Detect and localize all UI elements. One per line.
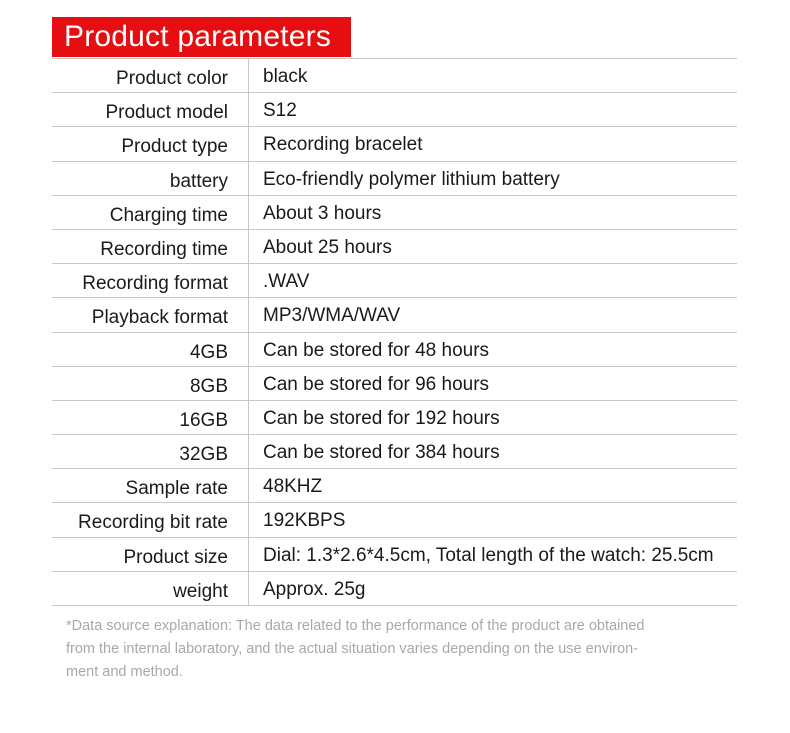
- footnote-line: ment and method.: [66, 664, 183, 680]
- page-title: Product parameters: [52, 17, 351, 57]
- row-label: Recording bit rate: [52, 503, 249, 536]
- table-row: [52, 162, 737, 196]
- row-value: Can be stored for 192 hours: [263, 407, 500, 429]
- row-label: Recording time: [52, 230, 249, 263]
- row-label: Product size: [52, 538, 249, 571]
- row-label: Recording format: [52, 264, 249, 297]
- table-row: [52, 367, 737, 401]
- table-row: [52, 298, 737, 332]
- table-row: [52, 503, 737, 537]
- row-label: Sample rate: [52, 469, 249, 502]
- table-row: [52, 230, 737, 264]
- row-value: Can be stored for 96 hours: [263, 373, 490, 395]
- row-label: Playback format: [52, 298, 249, 331]
- row-value: Recording bracelet: [263, 134, 423, 156]
- row-value: black: [263, 66, 308, 87]
- row-label: 32GB: [52, 435, 249, 468]
- row-label: Product model: [52, 93, 249, 126]
- row-label: Product type: [52, 127, 249, 160]
- row-value: About 25 hours: [263, 236, 392, 258]
- row-value: Eco-friendly polymer lithium battery: [263, 168, 560, 190]
- row-value: Can be stored for 384 hours: [263, 442, 500, 464]
- table-row: [52, 469, 737, 503]
- table-row: [52, 264, 737, 298]
- row-label: weight: [52, 572, 249, 605]
- row-value: MP3/WMA/WAV: [263, 305, 401, 327]
- table-row: [52, 435, 737, 469]
- table-row: [52, 59, 737, 93]
- table-row: [52, 127, 737, 161]
- row-value: S12: [263, 100, 297, 122]
- row-label: Product color: [52, 59, 249, 92]
- row-value: 48KHZ: [263, 476, 323, 498]
- table-row: [52, 93, 737, 127]
- footnote-line: *Data source explanation: The data related to the performance of the product are obtained: [66, 618, 645, 634]
- data-source-footnote: [66, 615, 736, 684]
- row-value: Approx. 25g: [263, 578, 366, 600]
- row-value: 192KBPS: [263, 510, 346, 532]
- table-row: [52, 401, 737, 435]
- table-row: [52, 572, 737, 606]
- row-value: .WAV: [263, 271, 310, 293]
- row-label: 16GB: [52, 401, 249, 434]
- row-label: 4GB: [52, 333, 249, 366]
- row-value: Can be stored for 48 hours: [263, 339, 490, 361]
- footnote-line: from the internal laboratory, and the actual situation varies depending on the use environ-: [66, 641, 639, 657]
- row-label: Charging time: [52, 196, 249, 229]
- row-label: battery: [52, 162, 249, 195]
- table-row: [52, 538, 737, 572]
- row-value: Dial: 1.3*2.6*4.5cm, Total length of the watch: 25.5cm: [263, 544, 714, 566]
- row-value: About 3 hours: [263, 202, 382, 224]
- table-row: [52, 333, 737, 367]
- table-row: [52, 196, 737, 230]
- row-label: 8GB: [52, 367, 249, 400]
- parameters-table: [52, 58, 737, 606]
